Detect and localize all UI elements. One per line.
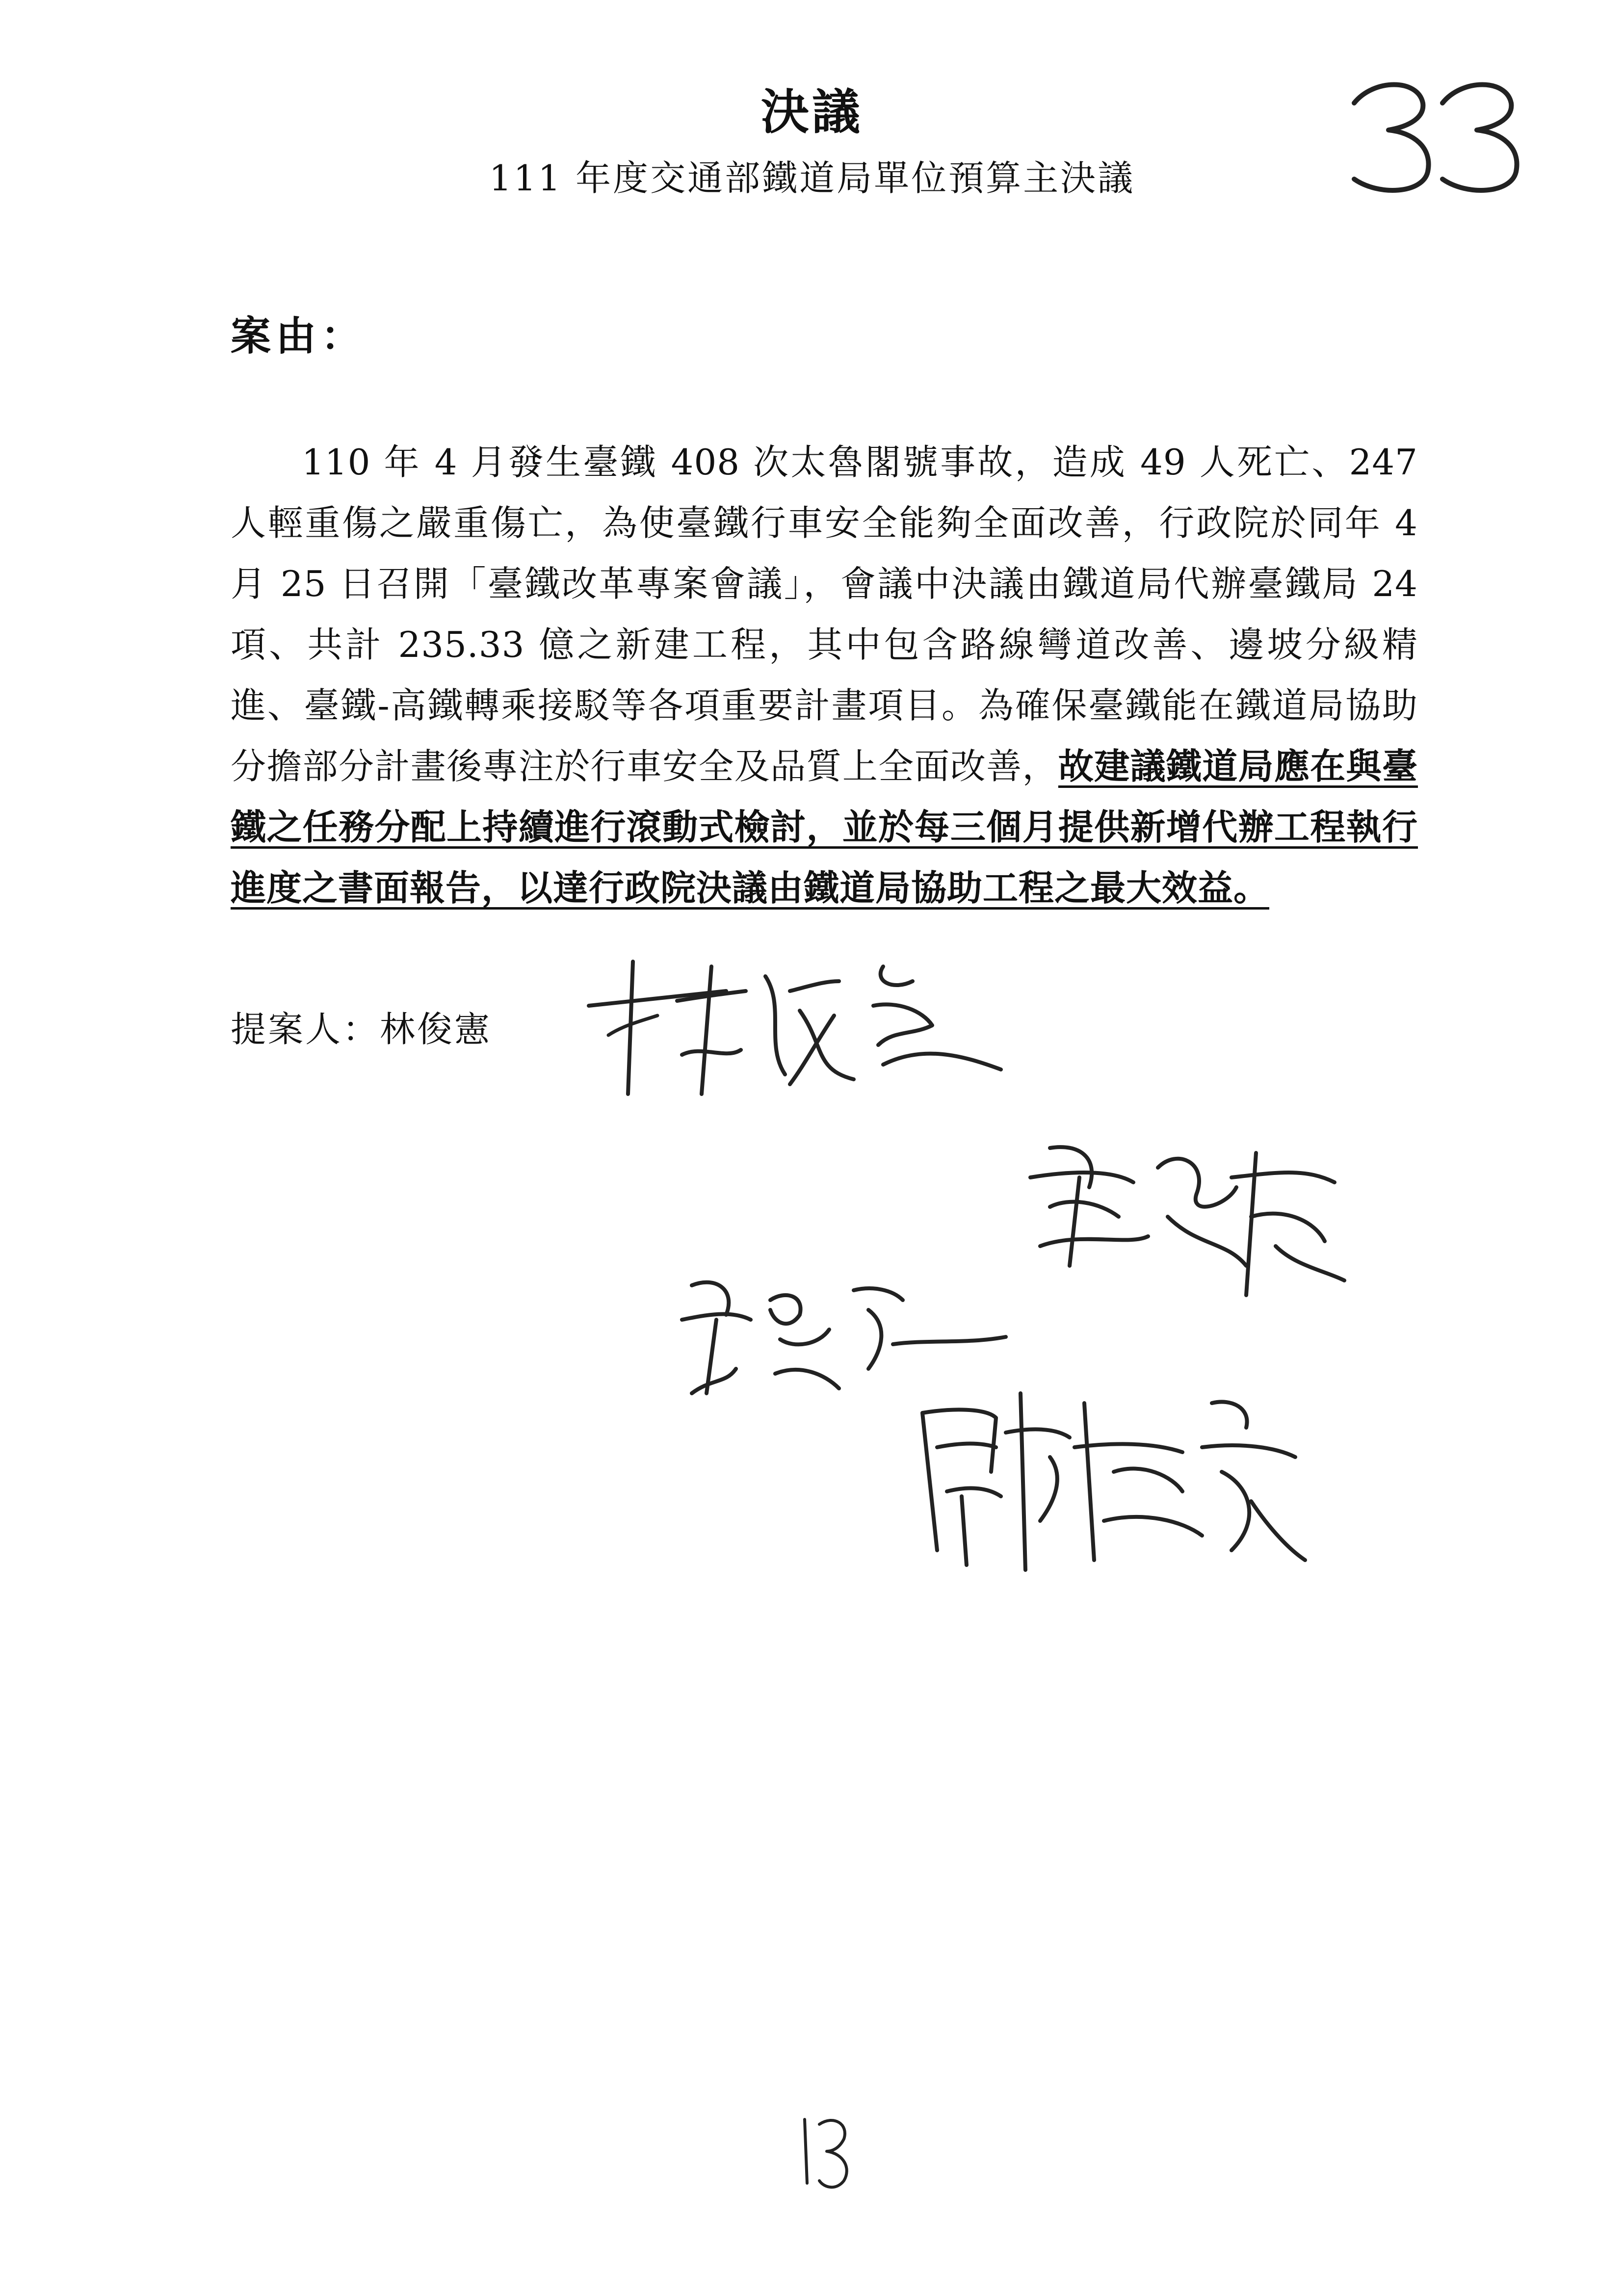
signature-proposer: [579, 947, 1021, 1114]
proposer-label: 提案人：: [231, 1009, 380, 1050]
signature-2: [1021, 1119, 1354, 1315]
proposer-line: [231, 1001, 492, 1052]
body-emphasis-text: 故建議鐵道局應在與臺鐵之任務分配上持續進行滾動式檢討，並於每三個月提供新增代辦工程執行進度之書面報告，以達行政院決議由鐵道局協助工程之最大效益。: [231, 745, 1418, 909]
section-label: 案由：: [231, 313, 367, 360]
document-title: 決議: [760, 84, 863, 140]
resolution-body: [231, 432, 1418, 918]
proposer-name: 林俊憲: [380, 1009, 492, 1050]
document-subtitle: 111 年度交通部鐵道局單位預算主決議: [489, 157, 1135, 199]
body-intro-text: 110 年 4 月發生臺鐵 408 次太魯閣號事故，造成 49 人死亡、247 人輕重傷之嚴重傷亡，為使臺鐵行車安全能夠全面改善，行政院於同年 4 月 25 日召開「臺鐵改革專案會議」，會議中決議由鐵道局代辦臺鐵局 24 項、共計 235.33 億之新建工程，其中包含路線彎道改善、邊坡分級精進、臺鐵-高鐵轉乘接駁等各項重要計畫項目。為確保臺鐵能在鐵道局協助分擔部分計畫後專注於行車安全及品質上全面改善，: [231, 442, 1418, 787]
signature-4: [908, 1374, 1310, 1585]
handwritten-page-number: [1344, 74, 1531, 201]
handwritten-bottom-page-number: [790, 2110, 859, 2193]
